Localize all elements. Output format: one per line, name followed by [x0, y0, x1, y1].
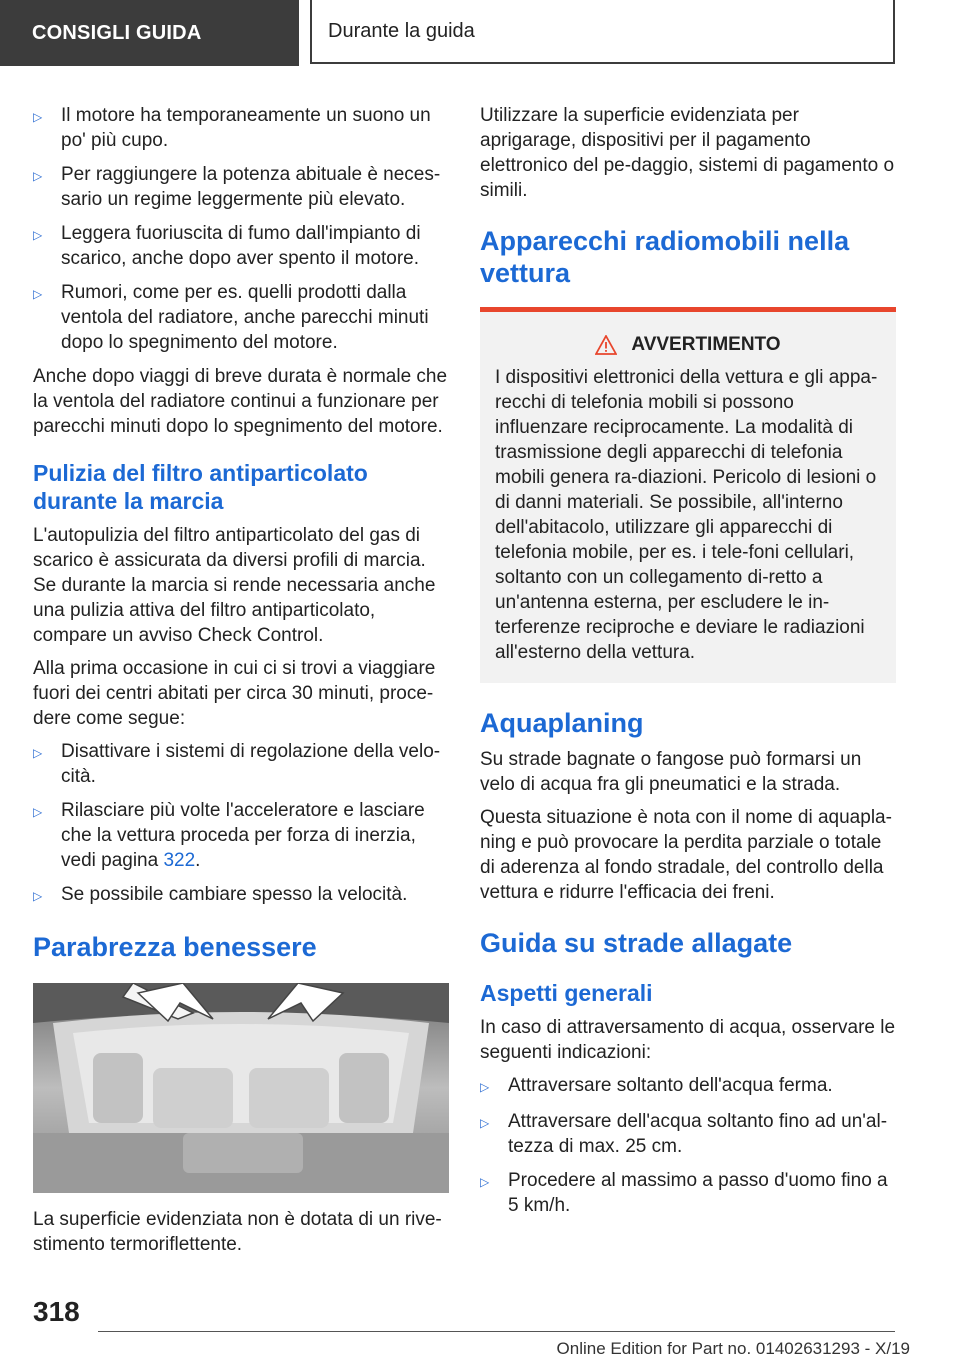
paragraph: In caso di attraversamento di acqua, osservare le seguenti indicazioni: — [480, 1017, 896, 1063]
page-link[interactable]: 322 — [163, 850, 196, 871]
warning-header — [495, 332, 881, 357]
footer-edition: Online Edition for Part no. 01402631293 - X/19 — [556, 1339, 910, 1358]
warning-triangle-icon — [595, 335, 617, 355]
section-title: CONSIGLI GUIDA — [32, 21, 202, 44]
warning-box — [480, 307, 896, 683]
list-item: ▷ Per raggiungere la potenza abituale è neces-sario un regime leggermente più elevato. — [33, 164, 441, 210]
paragraph: Anche dopo viaggi di breve durata è normale che la ventola del radiatore continui a funzionare per parecchi minuti dopo lo spegnimento del motore. — [33, 366, 448, 437]
sub-heading: Aspetti generali — [480, 980, 653, 1006]
triangle-right-icon: ▷ — [33, 169, 43, 183]
triangle-right-icon: ▷ — [480, 1080, 490, 1094]
paragraph: L'autopulizia del filtro antiparticolato del gas di scarico è assicurata da diversi profili di marcia. Se durante la marcia si rende necessaria anche una pulizia attiva del filtro antiparticolato, compare un avviso Check Control. — [33, 525, 436, 646]
section-heading: Apparecchi radiomobili nella vettura — [480, 226, 850, 288]
section-heading: Guida su strade allagate — [480, 928, 793, 958]
left-column — [33, 103, 449, 1265]
list-item: ▷ Leggera fuoriuscita di fumo dall'impianto di scarico, anche dopo aver spento il motore. — [33, 223, 421, 269]
list-item: ▷ Il motore ha temporaneamente un suono un po' più cupo. — [33, 105, 431, 151]
paragraph: Su strade bagnate o fangose può formarsi un velo di acqua fra gli pneumatici e la strada. — [480, 749, 862, 795]
triangle-right-icon: ▷ — [33, 805, 43, 819]
list-item: ▷ Rilasciare più volte l'acceleratore e lasciare che la vettura proceda per forza di inerzia, vedi pagina 322. — [33, 800, 425, 871]
paragraph: Questa situazione è nota con il nome di aquapla-ning e può provocare la perdita parziale o totale di aderenza al fondo stradale, del controllo della vettura e ridurre l'efficacia dei freni. — [480, 807, 892, 903]
section-tab — [0, 0, 299, 66]
list-item: ▷ Disattivare i sistemi di regolazione della velo-cità. — [33, 741, 441, 787]
chapter-tab — [310, 0, 895, 64]
triangle-right-icon: ▷ — [33, 110, 43, 124]
paragraph: Alla prima occasione in cui ci si trovi a viaggiare fuori dei centri abitati per circa 30 minuti, proce-dere come segue: — [33, 658, 436, 729]
triangle-right-icon: ▷ — [480, 1116, 490, 1130]
list-item: ▷ Procedere al massimo a passo d'uomo fino a 5 km/h. — [480, 1170, 888, 1216]
triangle-right-icon: ▷ — [480, 1175, 490, 1189]
image-caption: La superficie evidenziata non è dotata di un rive-stimento termoriflettente. — [33, 1209, 442, 1255]
section-heading: Parabrezza benessere — [33, 932, 317, 962]
section-heading: Pulizia del filtro antiparticolato durante la marcia — [33, 460, 368, 514]
right-column — [480, 103, 896, 1227]
triangle-right-icon: ▷ — [33, 228, 43, 242]
page-number: 318 — [33, 1296, 80, 1327]
list-item: ▷ Se possibile cambiare spesso la velocità. — [33, 882, 449, 909]
section-heading: Aquaplaning — [480, 708, 644, 738]
warning-body: I dispositivi elettronici della vettura e gli appa-recchi di telefonia mobili si possono influenzare reciprocamente. La modalità di trasmissione degli apparecchi di telefonia mobili genera ra-diazioni. Pericolo di lesioni o di danni materiali. Se possibile, all'interno dell'abitacolo, utilizzare gli apparecchi di telefonia mobile, per es. i tele-foni cellulari, soltanto con un collegamento di-retto a un'antenna esterna, per escludere le in-terferenze reciproche e deviare le radiazioni all'esterno della vettura. — [495, 367, 878, 663]
triangle-right-icon: ▷ — [33, 889, 43, 903]
list-item: ▷ Attraversare dell'acqua soltanto fino ad un'al-tezza di max. 25 cm. — [480, 1111, 888, 1157]
paragraph: Utilizzare la superficie evidenziata per aprigarage, dispositivi per il pagamento elettronico del pe-daggio, sistemi di pagamento o simili. — [480, 105, 895, 201]
triangle-right-icon: ▷ — [33, 746, 43, 760]
warning-title: AVVERTIMENTO — [631, 334, 781, 355]
list-item: ▷ Attraversare soltanto dell'acqua ferma. — [480, 1073, 896, 1100]
list-item: ▷ Rumori, come per es. quelli prodotti dalla ventola del radiatore, anche parecchi minuti dopo lo spegnimento del motore. — [33, 282, 429, 353]
footer-divider — [98, 1331, 895, 1332]
car-interior-image — [33, 983, 449, 1193]
triangle-right-icon: ▷ — [33, 287, 43, 301]
chapter-title: Durante la guida — [328, 19, 475, 42]
